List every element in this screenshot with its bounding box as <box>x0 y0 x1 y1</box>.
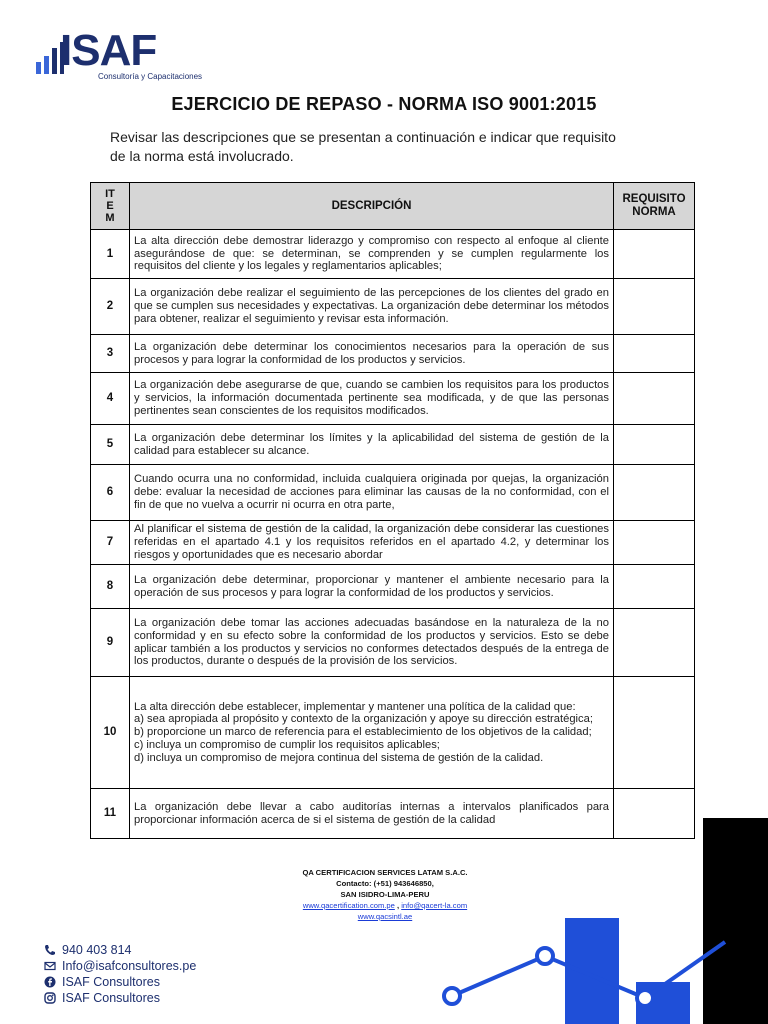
item-description <box>130 279 614 335</box>
requirement-answer-cell[interactable] <box>614 565 695 609</box>
item-description <box>130 230 614 279</box>
footer-website-link[interactable]: www.qacertification.com.pe <box>302 901 395 910</box>
contact-email <box>44 958 196 974</box>
requirement-answer-cell[interactable] <box>614 335 695 373</box>
description-text: La organización debe determinar los límites y la aplicabilidad del sistema de gestión de la calidad para establecer su alcance. <box>134 431 609 457</box>
requirement-answer-cell[interactable] <box>614 425 695 465</box>
contact-facebook <box>44 974 196 990</box>
item-number: 8 <box>91 565 130 609</box>
header-item: ITEM <box>91 183 130 230</box>
instagram-icon <box>44 992 56 1004</box>
phone-icon <box>44 944 56 956</box>
table-header-row <box>91 183 695 230</box>
exercise-table <box>90 182 695 839</box>
item-number: 7 <box>91 521 130 565</box>
requirement-answer-cell[interactable] <box>614 609 695 677</box>
requirement-answer-cell[interactable] <box>614 230 695 279</box>
item-number: 2 <box>91 279 130 335</box>
item-description <box>130 425 614 465</box>
description-line: a) sea apropiada al propósito y contexto de la organización y apoye su dirección estratégica; <box>134 713 593 726</box>
item-number: 10 <box>91 677 130 789</box>
item-description <box>130 609 614 677</box>
logo-tagline: Consultoría y Capacitaciones <box>98 72 203 81</box>
table-row <box>91 609 695 677</box>
instructions: Revisar las descripciones que se presentan a continuación e indicar que requisito de la norma está involucrado. <box>110 129 616 164</box>
header-description: DESCRIPCIÓN <box>130 183 614 230</box>
item-description <box>130 521 614 565</box>
description-text: Cuando ocurra una no conformidad, incluida cualquiera originada por quejas, la organización debe: evaluar la necesidad de acciones para eliminar las causas de la no conformidad, con el fin de que no vuelva a ocurrir ni ocurra en otra parte, <box>134 473 609 511</box>
item-number: 3 <box>91 335 130 373</box>
contact-facebook-text: ISAF Consultores <box>62 975 160 989</box>
footer-website-link-2[interactable]: www.qacsintl.ae <box>357 912 413 921</box>
requirement-answer-cell[interactable] <box>614 521 695 565</box>
description-text: La organización debe determinar, proporcionar y mantener el ambiente necesario para la operación de sus procesos y para lograr la conformidad de los productos y servicios. <box>134 573 609 599</box>
mail-icon <box>44 960 56 972</box>
description-line: d) incluya un compromiso de mejora continua del sistema de gestión de la calidad. <box>134 751 544 764</box>
description-text: La organización debe determinar los conocimientos necesarios para la operación de sus procesos y para lograr la conformidad de los productos y servicios. <box>134 340 609 366</box>
header-requirement: REQUISITO NORMA <box>614 183 695 230</box>
isaf-logo <box>34 26 203 84</box>
item-description <box>130 677 614 789</box>
item-number: 5 <box>91 425 130 465</box>
description-text: La organización debe tomar las acciones adecuadas basándose en la naturaleza de la no conformidad y en su efecto sobre la conformidad de los productos y servicios. Esto se debe aplicar también a los productos y servicios no conformes detectados después de la entrega de los productos, durante o después de la provisión de los servicios. <box>134 616 609 668</box>
facebook-icon <box>44 976 56 988</box>
item-number: 6 <box>91 465 130 521</box>
footer-contact: Contacto: (+51) 943646850, <box>336 879 434 888</box>
description-text: La organización debe llevar a cabo auditorías internas a intervalos planificados para proporcionar información acerca de si el sistema de gestión de la calidad <box>134 800 609 826</box>
item-description <box>130 565 614 609</box>
contact-instagram-text: ISAF Consultores <box>62 991 160 1005</box>
description-text: Al planificar el sistema de gestión de la calidad, la organización debe considerar las cuestiones referidas en el apartado 4.1 y los requisitos referidos en el apartado 4.2, y determinar los riesgos y oportunidades que es necesario abordar <box>134 523 609 561</box>
footer-address: SAN ISIDRO-LIMA-PERU <box>340 890 430 899</box>
footer-company: QA CERTIFICACION SERVICES LATAM S.A.C. <box>302 868 468 877</box>
item-description <box>130 335 614 373</box>
footer-company-info <box>220 867 550 922</box>
table-row <box>91 565 695 609</box>
description-text: La alta dirección debe establecer, implementar y mantener una política de la calidad que: <box>134 700 576 713</box>
table-row <box>91 465 695 521</box>
item-description <box>130 465 614 521</box>
table-row <box>91 335 695 373</box>
description-text: La alta dirección debe demostrar liderazgo y compromiso con respecto al enfoque al cliente asegurándose de que: se determinan, se comprenden y se cumplen regularmente los requisitos del cliente y los legales y reglamentarios aplicables; <box>134 234 609 273</box>
description-text: La organización debe asegurarse de que, cuando se cambien los requisitos para los productos y servicios, la información documentada pertinente sea modificada, y de que las personas pertinentes sean conscientes de los requisitos modificados. <box>134 379 609 417</box>
table-row <box>91 789 695 839</box>
table-row <box>91 279 695 335</box>
contact-instagram <box>44 990 196 1006</box>
logo-wordmark: ISAF <box>60 26 157 75</box>
item-number: 4 <box>91 373 130 425</box>
contact-list <box>44 942 196 1006</box>
table-row <box>91 425 695 465</box>
table-row <box>91 230 695 279</box>
requirement-answer-cell[interactable] <box>614 677 695 789</box>
footer-separator: , <box>394 901 402 910</box>
contact-email-text: Info@isafconsultores.pe <box>62 959 197 973</box>
requirement-answer-cell[interactable] <box>614 373 695 425</box>
page-title: EJERCICIO DE REPASO - NORMA ISO 9001:2015 <box>171 94 597 114</box>
requirement-answer-cell[interactable] <box>614 279 695 335</box>
requirement-answer-cell[interactable] <box>614 465 695 521</box>
table-row <box>91 521 695 565</box>
description-line: c) incluya un compromiso de cumplir los requisitos aplicables; <box>134 738 440 751</box>
table-row <box>91 373 695 425</box>
table-row <box>91 677 695 789</box>
item-description <box>130 373 614 425</box>
contact-phone-text: 940 403 814 <box>62 943 132 957</box>
contact-phone <box>44 942 196 958</box>
requirement-answer-cell[interactable] <box>614 789 695 839</box>
footer-email-link[interactable]: info@qacert-la.com <box>401 901 468 910</box>
item-number: 9 <box>91 609 130 677</box>
description-text: La organización debe realizar el seguimiento de las percepciones de los clientes del grado en que se cumplen sus necesidades y expectativas. La organización debe determinar los métodos para obtener, realizar el seguimiento y revisar esta información. <box>134 287 609 325</box>
item-description <box>130 789 614 839</box>
item-number: 11 <box>91 789 130 839</box>
item-number: 1 <box>91 230 130 279</box>
description-line: b) proporcione un marco de referencia para el establecimiento de los objetivos de la calidad; <box>134 726 592 739</box>
